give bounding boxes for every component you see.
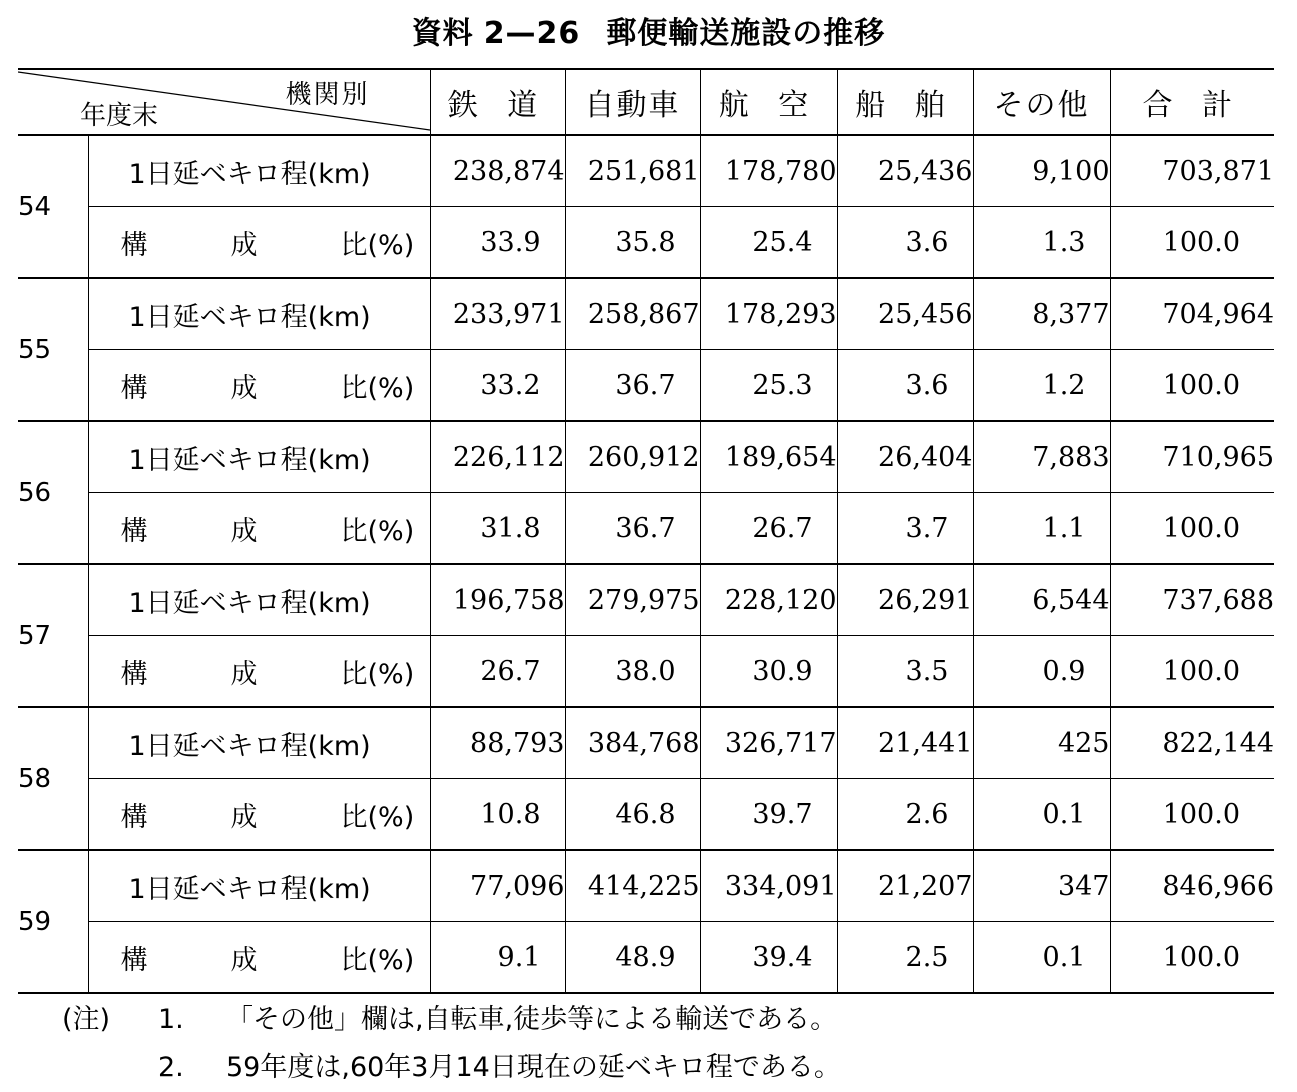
pct-label-part: 構 (120, 801, 148, 833)
km-value-rail: 238,874 (430, 135, 565, 207)
pct-label-part: 比(%) (340, 944, 415, 976)
km-value-auto: 384,768 (565, 707, 700, 779)
pct-label-cell (88, 350, 430, 422)
km-value-ship: 25,436 (837, 135, 973, 207)
pct-label-part: 比(%) (340, 801, 415, 833)
km-value-auto: 414,225 (565, 850, 700, 922)
km-value-auto: 258,867 (565, 278, 700, 350)
table-row (18, 421, 1274, 493)
pct-value-other: 0.1 (973, 779, 1110, 851)
km-value-total: 737,688 (1110, 564, 1274, 636)
pct-value-ship: 2.6 (837, 779, 973, 851)
year-cell: 54 (18, 135, 88, 278)
pct-label-part: 比(%) (340, 658, 415, 690)
col-header-rail: 鉄 道 (430, 69, 565, 135)
table-row (18, 564, 1274, 636)
table-row (18, 707, 1274, 779)
pct-value-ship: 3.5 (837, 636, 973, 708)
pct-value-auto: 46.8 (565, 779, 700, 851)
pct-label-cell (88, 779, 430, 851)
pct-value-total: 100.0 (1110, 636, 1274, 708)
km-value-other: 8,377 (973, 278, 1110, 350)
pct-label-cell (88, 922, 430, 994)
km-value-total: 703,871 (1110, 135, 1274, 207)
km-value-ship: 26,291 (837, 564, 973, 636)
pct-label-part: 成 (230, 658, 258, 690)
km-value-other: 425 (973, 707, 1110, 779)
pct-value-other: 1.2 (973, 350, 1110, 422)
year-cell: 59 (18, 850, 88, 993)
pct-value-rail: 9.1 (430, 922, 565, 994)
pct-value-air: 39.7 (700, 779, 837, 851)
note-1 (62, 996, 841, 1044)
km-value-total: 822,144 (1110, 707, 1274, 779)
km-value-ship: 25,456 (837, 278, 973, 350)
table-row (18, 779, 1274, 851)
km-value-rail: 88,793 (430, 707, 565, 779)
pct-value-other: 0.1 (973, 922, 1110, 994)
col-header-air: 航 空 (700, 69, 837, 135)
km-label-cell: 1日延ベキロ程(km) (88, 278, 430, 350)
km-value-auto: 279,975 (565, 564, 700, 636)
km-value-air: 228,120 (700, 564, 837, 636)
corner-top-label: 機関別 (285, 80, 370, 110)
km-label-cell: 1日延ベキロ程(km) (88, 135, 430, 207)
title-code: 2—26 (483, 16, 581, 51)
table-row (18, 493, 1274, 565)
year-cell: 55 (18, 278, 88, 421)
km-value-ship: 21,207 (837, 850, 973, 922)
pct-label-part: 構 (120, 658, 148, 690)
pct-value-total: 100.0 (1110, 922, 1274, 994)
km-value-total: 710,965 (1110, 421, 1274, 493)
col-header-total: 合 計 (1110, 69, 1274, 135)
pct-value-ship: 2.5 (837, 922, 973, 994)
pct-value-ship: 3.6 (837, 350, 973, 422)
pct-value-rail: 33.9 (430, 207, 565, 279)
pct-value-air: 26.7 (700, 493, 837, 565)
km-value-rail: 226,112 (430, 421, 565, 493)
year-cell: 58 (18, 707, 88, 850)
title-text: 郵便輸送施設の推移 (606, 16, 886, 51)
table-row (18, 850, 1274, 922)
pct-value-rail: 33.2 (430, 350, 565, 422)
km-value-air: 189,654 (700, 421, 837, 493)
transport-table (18, 68, 1274, 994)
pct-value-air: 25.4 (700, 207, 837, 279)
pct-label-cell (88, 636, 430, 708)
pct-label-cell (88, 493, 430, 565)
pct-label-part: 比(%) (340, 229, 415, 261)
km-value-air: 178,780 (700, 135, 837, 207)
km-value-total: 704,964 (1110, 278, 1274, 350)
km-value-air: 334,091 (700, 850, 837, 922)
pct-value-auto: 48.9 (565, 922, 700, 994)
table-row (18, 135, 1274, 207)
note-1-num: 1. (158, 1004, 184, 1035)
pct-value-auto: 36.7 (565, 350, 700, 422)
pct-value-rail: 10.8 (430, 779, 565, 851)
km-value-ship: 26,404 (837, 421, 973, 493)
km-label-cell: 1日延ベキロ程(km) (88, 707, 430, 779)
km-value-ship: 21,441 (837, 707, 973, 779)
pct-value-total: 100.0 (1110, 779, 1274, 851)
year-cell: 56 (18, 421, 88, 564)
pct-label-part: 構 (120, 515, 148, 547)
pct-value-total: 100.0 (1110, 207, 1274, 279)
km-value-total: 846,966 (1110, 850, 1274, 922)
pct-value-auto: 38.0 (565, 636, 700, 708)
corner-bottom-label: 年度末 (80, 101, 159, 131)
km-value-other: 6,544 (973, 564, 1110, 636)
km-value-air: 326,717 (700, 707, 837, 779)
pct-value-other: 1.3 (973, 207, 1110, 279)
title-prefix: 資料 (411, 16, 474, 51)
km-label-cell: 1日延ベキロ程(km) (88, 850, 430, 922)
pct-value-rail: 31.8 (430, 493, 565, 565)
col-header-ship: 船 舶 (837, 69, 973, 135)
pct-label-part: 成 (230, 229, 258, 261)
pct-label-part: 比(%) (340, 372, 415, 404)
table-row (18, 922, 1274, 994)
pct-label-part: 比(%) (340, 515, 415, 547)
pct-value-air: 30.9 (700, 636, 837, 708)
pct-label-part: 成 (230, 372, 258, 404)
table-row (18, 278, 1274, 350)
km-value-other: 347 (973, 850, 1110, 922)
pct-label-part: 成 (230, 801, 258, 833)
pct-value-total: 100.0 (1110, 493, 1274, 565)
pct-value-air: 25.3 (700, 350, 837, 422)
pct-value-auto: 35.8 (565, 207, 700, 279)
pct-label-part: 構 (120, 229, 148, 261)
pct-value-rail: 26.7 (430, 636, 565, 708)
km-value-auto: 260,912 (565, 421, 700, 493)
note-1-text: 「その他」欄は,自転車,徒歩等による輸送である。 (226, 1004, 838, 1035)
header-row (18, 69, 1274, 135)
pct-value-ship: 3.7 (837, 493, 973, 565)
year-cell: 57 (18, 564, 88, 707)
table-row (18, 207, 1274, 279)
notes (62, 996, 841, 1092)
note-2-num: 2. (158, 1052, 184, 1083)
pct-value-total: 100.0 (1110, 350, 1274, 422)
pct-value-other: 0.9 (973, 636, 1110, 708)
km-label-cell: 1日延ベキロ程(km) (88, 421, 430, 493)
note-2 (62, 1044, 841, 1092)
pct-label-part: 成 (230, 944, 258, 976)
note-2-text: 59年度は,60年3月14日現在の延ベキロ程である。 (226, 1052, 841, 1083)
pct-value-other: 1.1 (973, 493, 1110, 565)
corner-header (18, 69, 430, 135)
km-value-auto: 251,681 (565, 135, 700, 207)
page-title (0, 8, 1297, 52)
km-value-rail: 196,758 (430, 564, 565, 636)
table-row (18, 350, 1274, 422)
km-value-rail: 233,971 (430, 278, 565, 350)
pct-label-part: 構 (120, 372, 148, 404)
col-header-other: その他 (973, 69, 1110, 135)
pct-value-air: 39.4 (700, 922, 837, 994)
pct-label-cell (88, 207, 430, 279)
pct-value-auto: 36.7 (565, 493, 700, 565)
km-value-rail: 77,096 (430, 850, 565, 922)
pct-label-part: 成 (230, 515, 258, 547)
km-value-air: 178,293 (700, 278, 837, 350)
col-header-auto: 自動車 (565, 69, 700, 135)
km-label-cell: 1日延ベキロ程(km) (88, 564, 430, 636)
pct-label-part: 構 (120, 944, 148, 976)
note-marker: (注) (62, 1004, 111, 1035)
table-row (18, 636, 1274, 708)
km-value-other: 9,100 (973, 135, 1110, 207)
pct-value-ship: 3.6 (837, 207, 973, 279)
km-value-other: 7,883 (973, 421, 1110, 493)
